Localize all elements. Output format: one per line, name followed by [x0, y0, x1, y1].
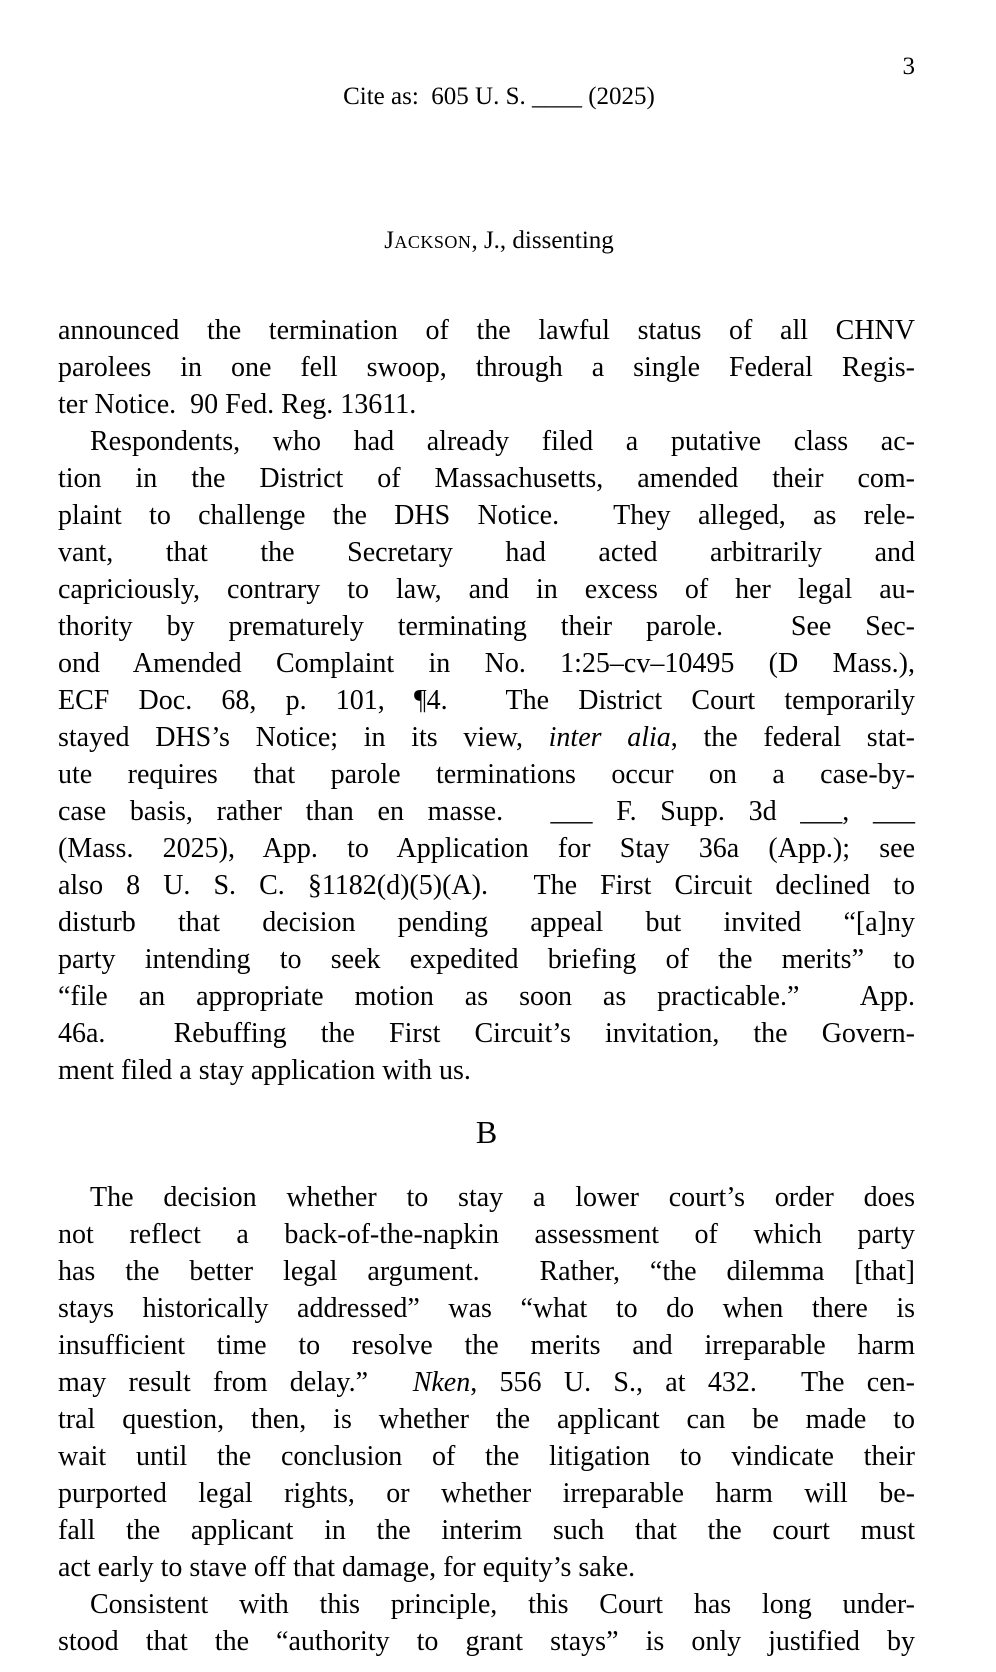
opinion-body — [58, 312, 915, 1660]
text-line: not reflect a back-of-the-napkin assessment of which party — [58, 1219, 915, 1250]
text-line: has the better legal argument. Rather, “the dilemma [that] — [58, 1256, 915, 1287]
text-line: also 8 U. S. C. §1182(d)(5)(A). The First Circuit declined to — [58, 870, 915, 901]
text-line: disturb that decision pending appeal but invited “[a]ny — [58, 907, 915, 938]
text-line: stayed DHS’s Notice; in its view, inter alia, the federal stat- — [58, 722, 916, 753]
text-line: may result from delay.” Nken, 556 U. S., at 432. The cen- — [58, 1367, 915, 1398]
text-line: ute requires that parole terminations occur on a case-by- — [58, 759, 915, 790]
text-line: 46a. Rebuffing the First Circuit’s invitation, the Govern- — [58, 1018, 915, 1049]
opinion-page — [0, 52, 996, 1672]
text-line: The decision whether to stay a lower court’s order does — [90, 1182, 915, 1213]
text-line: vant, that the Secretary had acted arbitrarily and — [58, 537, 915, 568]
text-line: ond Amended Complaint in No. 1:25–cv–10495 (D Mass.), — [58, 648, 915, 679]
text-line: wait until the conclusion of the litigation to vindicate their — [58, 1441, 915, 1472]
paragraph — [58, 1179, 915, 1586]
text-line: act early to stave off that damage, for equity’s sake. — [58, 1552, 636, 1583]
attribution-suffix: , J., dissenting — [471, 227, 614, 254]
text-line: tral question, then, is whether the applicant can be made to — [58, 1404, 915, 1435]
citation-text: Cite as: 605 U. S. ____ (2025) — [343, 83, 655, 110]
text-line: ment filed a stay application with us. — [58, 1055, 471, 1086]
paragraph — [58, 1586, 915, 1660]
text-line: stood that the “authority to grant stays” is only justified by — [58, 1626, 915, 1657]
text-line: parolees in one fell swoop, through a single Federal Regis- — [58, 352, 915, 383]
text-line: capriciously, contrary to law, and in excess of her legal au- — [58, 574, 915, 605]
text-line: (Mass. 2025), App. to Application for Stay 36a (App.); see — [58, 833, 915, 864]
opinion-attribution — [58, 196, 915, 286]
justice-name: Jackson — [384, 227, 472, 254]
text-line: case basis, rather than en masse. ___ F. Supp. 3d ___, ___ — [58, 796, 915, 827]
running-header — [58, 52, 915, 172]
text-line: ECF Doc. 68, p. 101, ¶4. The District Court temporarily — [58, 685, 915, 716]
text-line: Consistent with this principle, this Court has long under- — [90, 1589, 915, 1620]
text-line: plaint to challenge the DHS Notice. They alleged, as rele- — [58, 500, 915, 531]
text-line: tion in the District of Massachusetts, amended their com- — [58, 463, 915, 494]
text-line: Respondents, who had already filed a putative class ac- — [90, 426, 915, 457]
text-line: thority by prematurely terminating their parole. See Sec- — [58, 611, 915, 642]
page-number: 3 — [902, 53, 915, 80]
text-line: insufficient time to resolve the merits and irreparable harm — [58, 1330, 915, 1361]
text-line: announced the termination of the lawful status of all CHNV — [58, 315, 915, 346]
text-line: purported legal rights, or whether irreparable harm will be- — [58, 1478, 915, 1509]
paragraph — [58, 423, 915, 1089]
text-line: “file an appropriate motion as soon as practicable.” App. — [58, 981, 915, 1012]
text-line: fall the applicant in the interim such that the court must — [58, 1515, 915, 1546]
text-line: party intending to seek expedited briefing of the merits” to — [58, 944, 915, 975]
paragraph — [58, 312, 915, 423]
text-line: ter Notice. 90 Fed. Reg. 13611. — [58, 389, 417, 420]
section-heading: B — [475, 1114, 498, 1150]
text-line: stays historically addressed” was “what to do when there is — [58, 1293, 915, 1324]
